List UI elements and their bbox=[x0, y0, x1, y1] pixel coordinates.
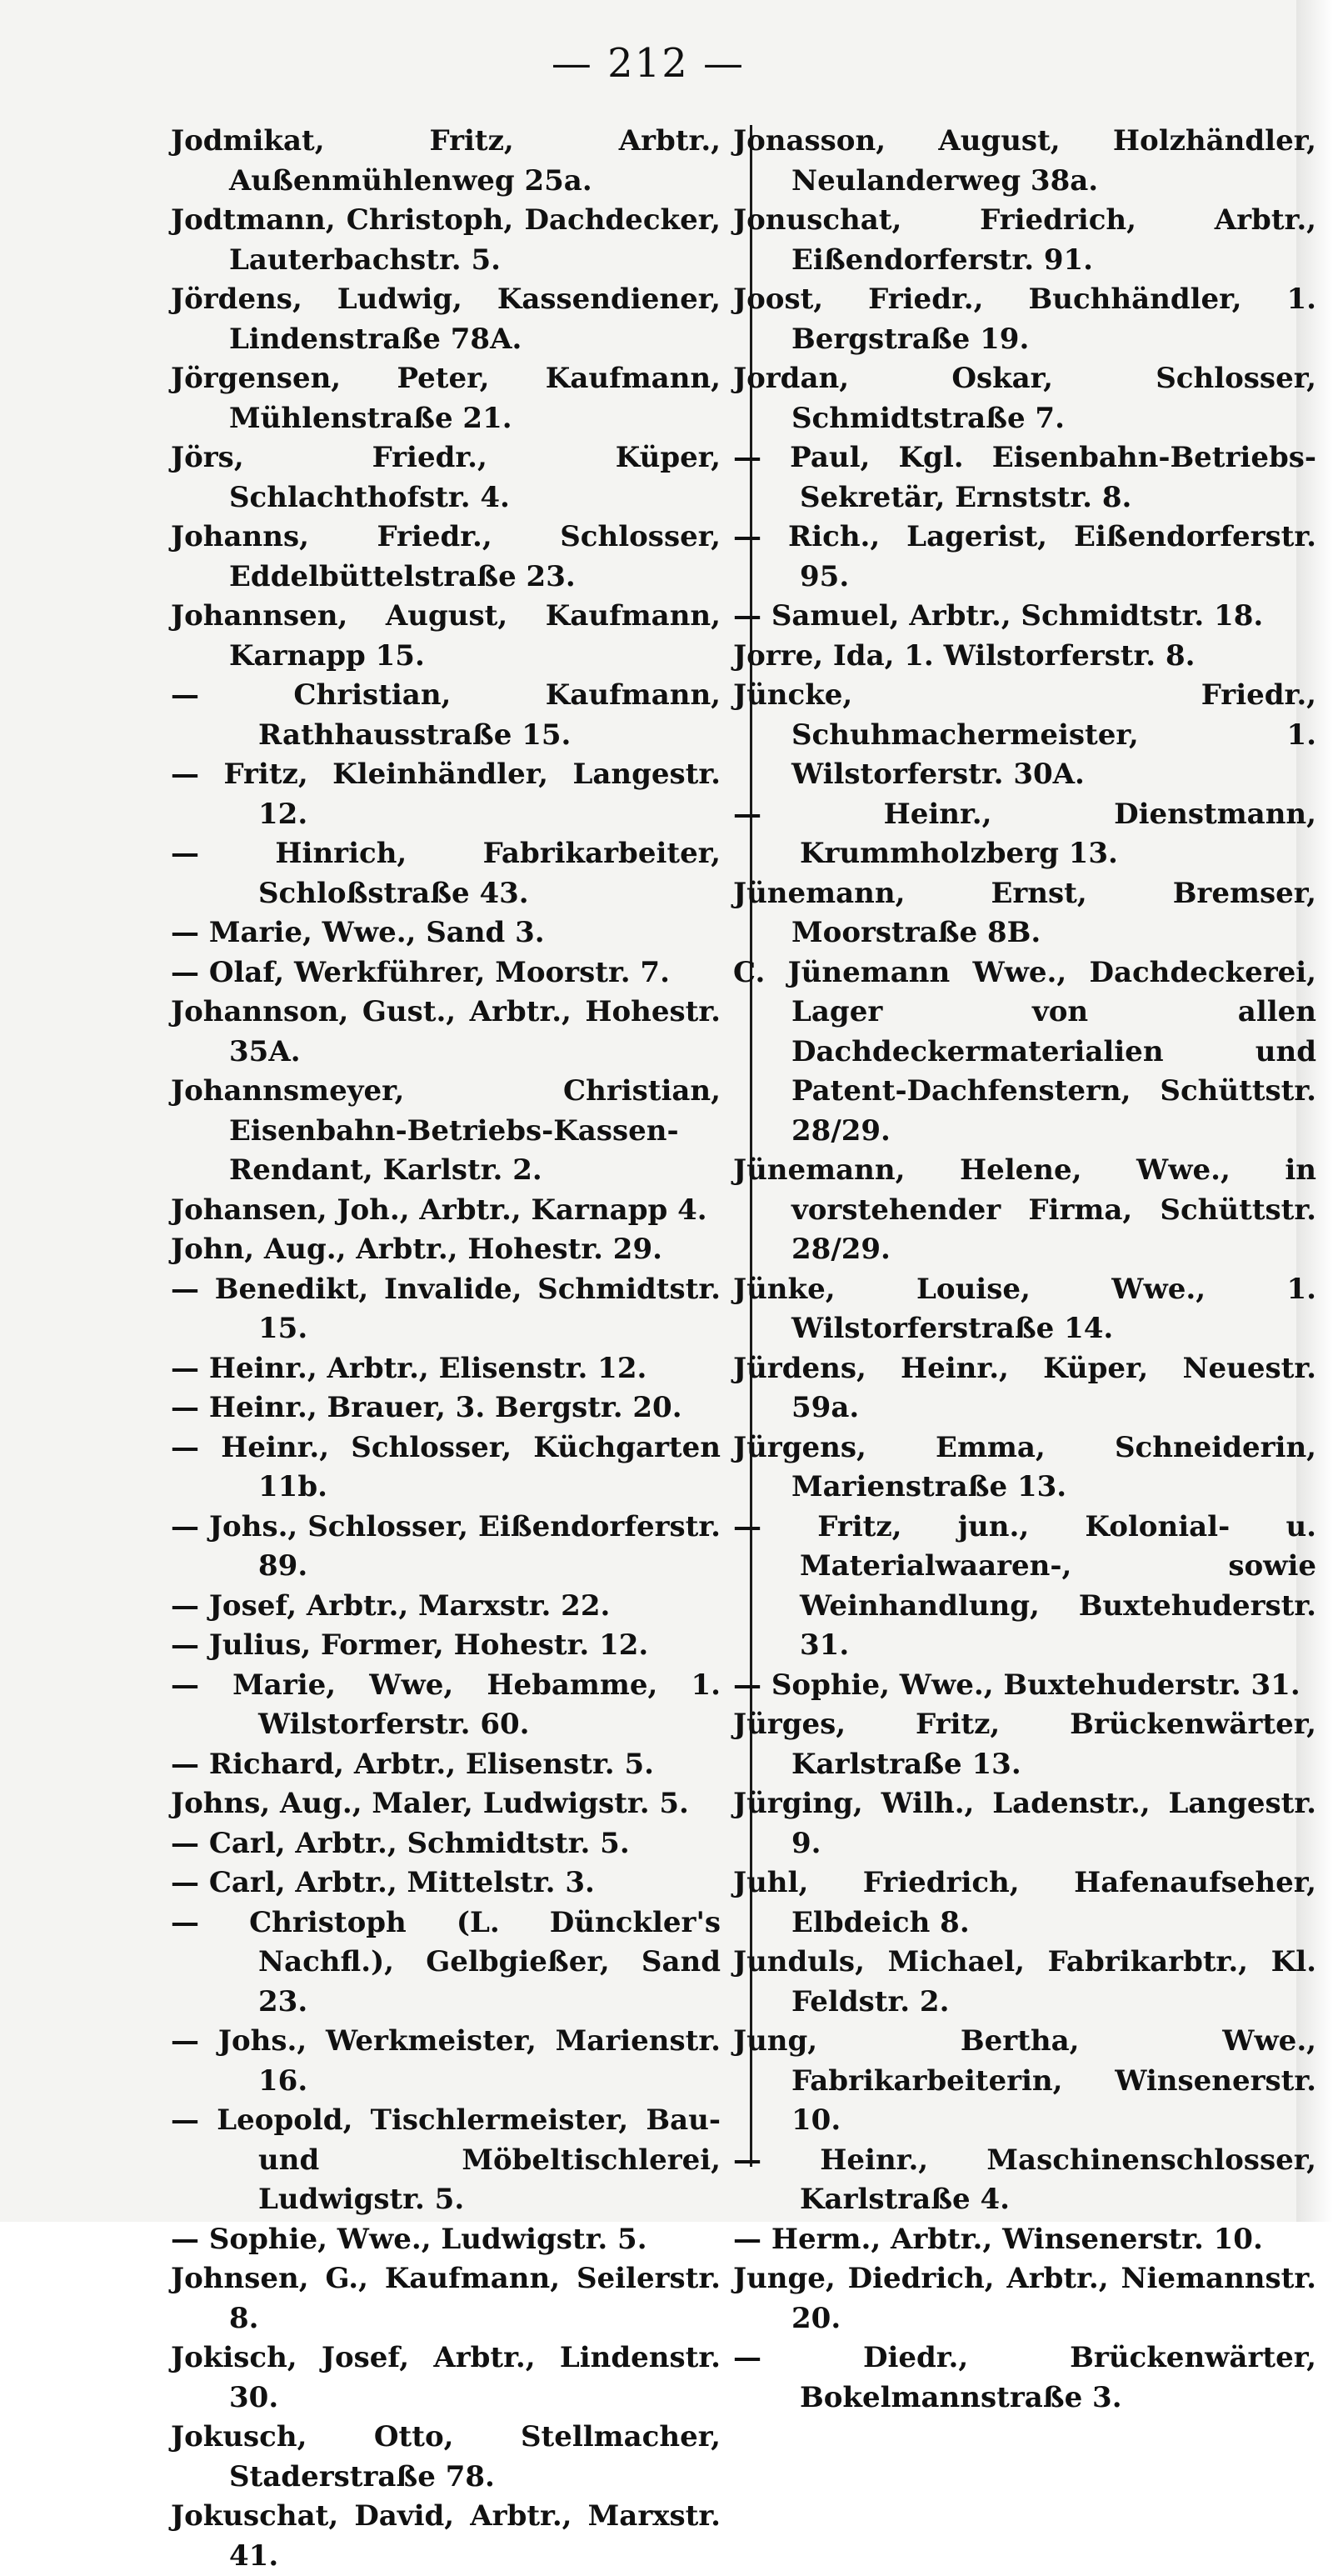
directory-entry: Jünemann, Helene, Wwe., in vorstehender Firma, Schüttstr. 28/29. bbox=[733, 1153, 1316, 1266]
directory-entry: — Heinr., Maschinenschlosser, Karlstraße 4. bbox=[733, 2143, 1316, 2216]
directory-entry: — Herm., Arbtr., Winsenerstr. 10. bbox=[733, 2222, 1263, 2256]
directory-entry: Johannson, Gust., Arbtr., Hohestr. 35A. bbox=[171, 995, 721, 1068]
directory-entry: — Benedikt, Invalide, Schmidtstr. 15. bbox=[171, 1272, 721, 1345]
directory-entry: — Heinr., Arbtr., Elisenstr. 12. bbox=[171, 1351, 647, 1385]
directory-entry: Jonuschat, Friedrich, Arbtr., Eißendorferstr. 91. bbox=[733, 203, 1316, 277]
directory-entry: — Carl, Arbtr., Mittelstr. 3. bbox=[171, 1866, 595, 1899]
directory-entry: Johannsen, August, Kaufmann, Karnapp 15. bbox=[171, 599, 721, 673]
directory-entry: — Josef, Arbtr., Marxstr. 22. bbox=[171, 1588, 611, 1623]
directory-entry: Jokuschat, David, Arbtr., Marxstr. 41. bbox=[171, 2499, 721, 2573]
directory-entry: — Johs., Werkmeister, Marienstr. 16. bbox=[171, 2024, 721, 2098]
directory-entry: — Rich., Lagerist, Eißendorferstr. 95. bbox=[733, 520, 1316, 593]
directory-entry: — Marie, Wwe, Hebamme, 1. Wilstorferstr. 60. bbox=[171, 1668, 721, 1741]
directory-entry: Johns, Aug., Maler, Ludwigstr. 5. bbox=[171, 1787, 689, 1820]
directory-entry: — Samuel, Arbtr., Schmidtstr. 18. bbox=[733, 599, 1264, 633]
directory-entry: Johnsen, G., Kaufmann, Seilerstr. 8. bbox=[171, 2262, 721, 2335]
directory-entry: — Carl, Arbtr., Schmidtstr. 5. bbox=[171, 1826, 630, 1860]
directory-entry: Jodmikat, Fritz, Arbtr., Außenmühlenweg 25a. bbox=[171, 124, 721, 198]
directory-entry: Jörs, Friedr., Küper, Schlachthofstr. 4. bbox=[171, 441, 721, 514]
directory-entry: Jüncke, Friedr., Schuhmachermeister, 1. Wilstorferstr. 30A. bbox=[733, 678, 1316, 791]
directory-entry: Jodtmann, Christoph, Dachdecker, Lauterbachstr. 5. bbox=[171, 203, 721, 277]
directory-entry: Junduls, Michael, Fabrikarbtr., Kl. Feldstr. 2. bbox=[733, 1945, 1316, 2018]
directory-entry: — Leopold, Tischlermeister, Bau- und Möbeltischlerei, Ludwigstr. 5. bbox=[171, 2103, 721, 2216]
directory-entry: Jörgensen, Peter, Kaufmann, Mühlenstraße 21. bbox=[171, 362, 721, 435]
directory-entry: Johanns, Friedr., Schlosser, Eddelbüttelstraße 23. bbox=[171, 520, 721, 593]
directory-entry: C. Jünemann Wwe., Dachdeckerei, Lager von allen Dachdeckermaterialien und Patent-Dachfenstern, Schüttstr. 28/29. bbox=[733, 955, 1316, 1148]
directory-entry: Jördens, Ludwig, Kassendiener, Lindenstraße 78A. bbox=[171, 283, 721, 356]
directory-entry: — Heinr., Dienstmann, Krummholzberg 13. bbox=[733, 797, 1316, 870]
directory-entry: Jürgens, Emma, Schneiderin, Marienstraße 13. bbox=[733, 1430, 1316, 1503]
directory-entry: — Sophie, Wwe., Ludwigstr. 5. bbox=[171, 2222, 647, 2256]
directory-entry: — Fritz, Kleinhändler, Langestr. 12. bbox=[171, 758, 721, 831]
directory-entry: — Olaf, Werkführer, Moorstr. 7. bbox=[171, 955, 670, 989]
left-column bbox=[171, 122, 721, 2576]
directory-entry: John, Aug., Arbtr., Hohestr. 29. bbox=[171, 1233, 662, 1266]
directory-entry: Juhl, Friedrich, Hafenaufseher, Elbdeich 8. bbox=[733, 1866, 1316, 1939]
directory-entry: — Sophie, Wwe., Buxtehuderstr. 31. bbox=[733, 1668, 1301, 1702]
directory-entry: Jünke, Louise, Wwe., 1. Wilstorferstraße 14. bbox=[733, 1272, 1316, 1345]
directory-entry: — Heinr., Brauer, 3. Bergstr. 20. bbox=[171, 1391, 682, 1424]
directory-entry: — Paul, Kgl. Eisenbahn-Betriebs-Sekretär, Ernststr. 8. bbox=[733, 441, 1316, 514]
directory-entry: Jünemann, Ernst, Bremser, Moorstraße 8B. bbox=[733, 876, 1316, 949]
directory-entry: Jung, Bertha, Wwe., Fabrikarbeiterin, Winsenerstr. 10. bbox=[733, 2024, 1316, 2137]
directory-entry: — Heinr., Schlosser, Küchgarten 11b. bbox=[171, 1430, 721, 1503]
directory-entry: Jürges, Fritz, Brückenwärter, Karlstraße 13. bbox=[733, 1708, 1316, 1781]
directory-entry: Jürging, Wilh., Ladenstr., Langestr. 9. bbox=[733, 1787, 1316, 1860]
directory-entry: — Richard, Arbtr., Elisenstr. 5. bbox=[171, 1747, 654, 1781]
directory-entry: — Julius, Former, Hohestr. 12. bbox=[171, 1628, 649, 1662]
directory-entry: Johannsmeyer, Christian, Eisenbahn-Betriebs-Kassen-Rendant, Karlstr. 2. bbox=[171, 1074, 721, 1187]
directory-entry: Johansen, Joh., Arbtr., Karnapp 4. bbox=[171, 1193, 707, 1227]
directory-entry: Jokisch, Josef, Arbtr., Lindenstr. 30. bbox=[171, 2341, 721, 2414]
directory-entry: Jordan, Oskar, Schlosser, Schmidtstraße 7. bbox=[733, 362, 1316, 435]
page-number: — 212 — bbox=[551, 40, 746, 87]
directory-entry: Jürdens, Heinr., Küper, Neuestr. 59a. bbox=[733, 1351, 1316, 1424]
directory-entry: — Diedr., Brückenwärter, Bokelmannstraße 3. bbox=[733, 2341, 1316, 2414]
directory-entry: Jokusch, Otto, Stellmacher, Staderstraße 78. bbox=[171, 2420, 721, 2493]
directory-entry: Jonasson, August, Holzhändler, Neulanderweg 38a. bbox=[733, 124, 1316, 198]
directory-entry: Junge, Diedrich, Arbtr., Niemannstr. 20. bbox=[733, 2262, 1316, 2335]
directory-entry: Jorre, Ida, 1. Wilstorferstr. 8. bbox=[733, 638, 1196, 673]
directory-entry: — Christoph (L. Dünckler's Nachfl.), Gelbgießer, Sand 23. bbox=[171, 1905, 721, 2018]
directory-entry: — Marie, Wwe., Sand 3. bbox=[171, 916, 545, 949]
directory-entry: Joost, Friedr., Buchhändler, 1. Bergstraße 19. bbox=[733, 283, 1316, 356]
directory-entry: — Christian, Kaufmann, Rathhausstraße 15. bbox=[171, 678, 721, 752]
directory-entry: — Hinrich, Fabrikarbeiter, Schloßstraße 43. bbox=[171, 837, 721, 910]
directory-entry: — Johs., Schlosser, Eißendorferstr. 89. bbox=[171, 1509, 721, 1583]
right-column bbox=[733, 122, 1316, 2418]
directory-entry: — Fritz, jun., Kolonial- u. Materialwaaren-, sowie Weinhandlung, Buxtehuderstr. 31. bbox=[733, 1509, 1316, 1662]
